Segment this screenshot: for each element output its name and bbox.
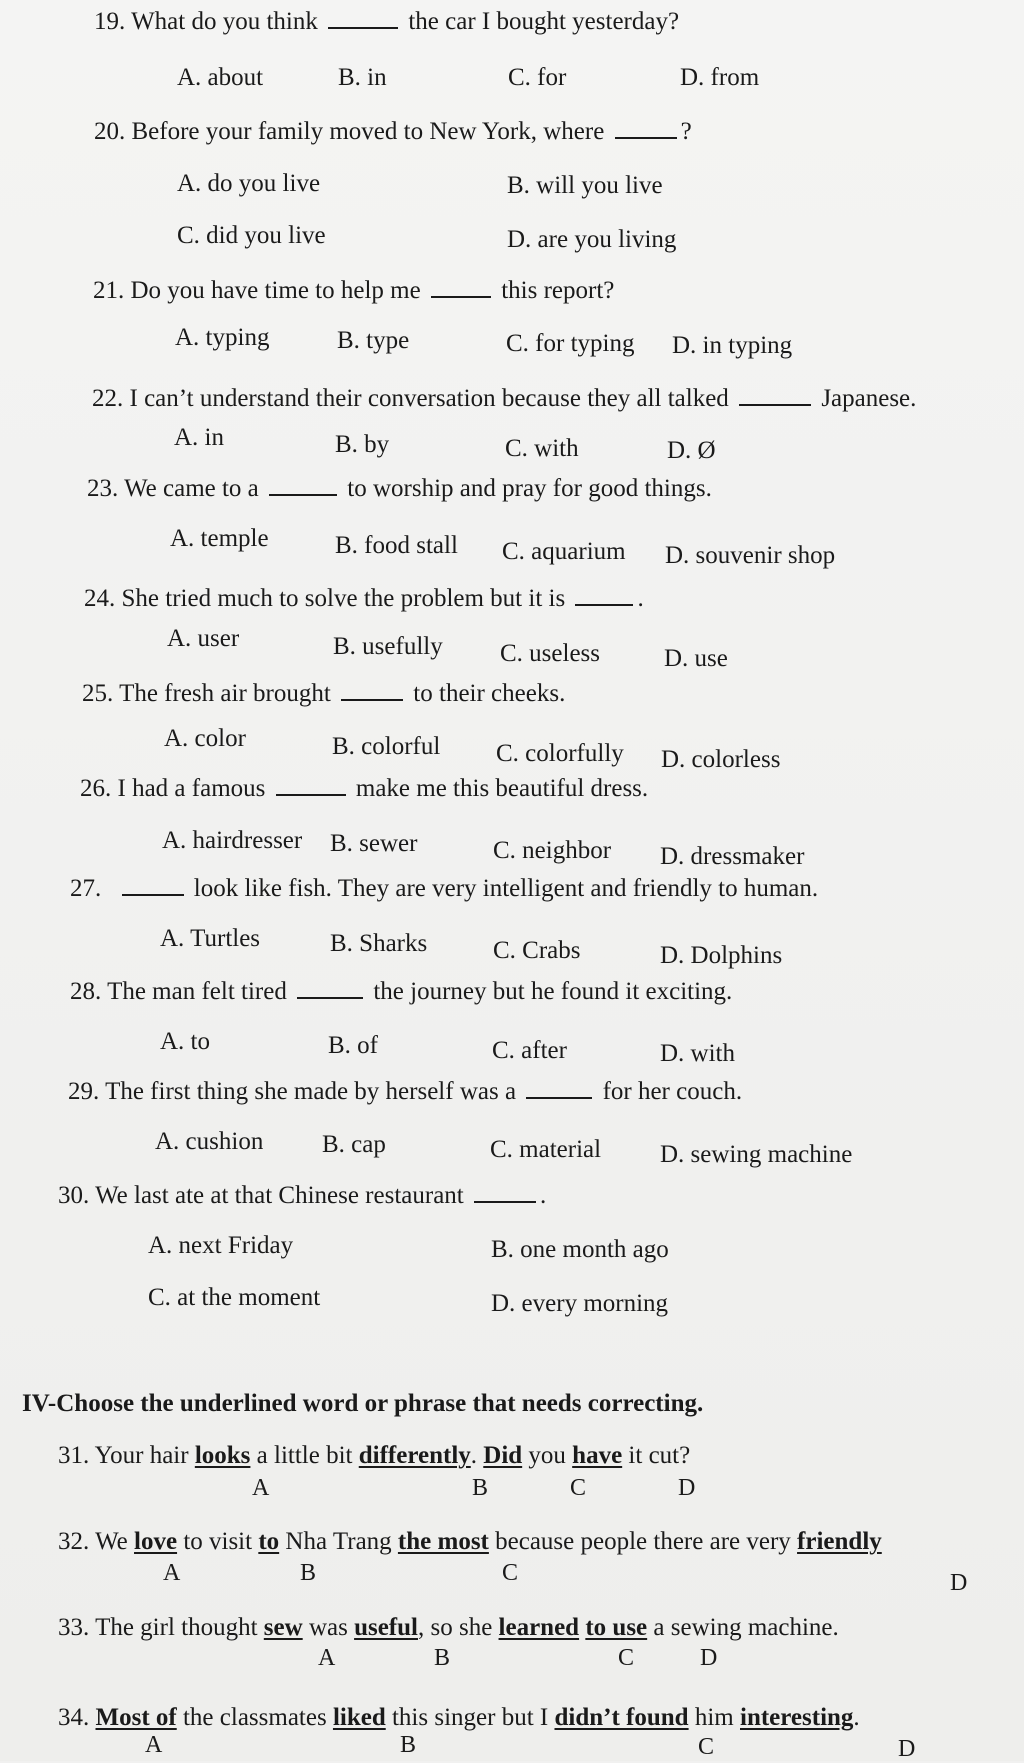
sentence-text: the classmates [182, 1704, 327, 1731]
sentence-text: him [694, 1704, 734, 1731]
question-number: 34. [58, 1704, 90, 1731]
sentence-text: a little bit [256, 1442, 353, 1469]
letter-d: D [678, 1475, 696, 1501]
question-text: The man felt tired [107, 978, 287, 1005]
option-c: C. for [508, 64, 567, 91]
answer-blank [575, 586, 633, 606]
question-number: 26. [80, 775, 112, 802]
question-22 [92, 385, 916, 413]
answer-blank [297, 979, 363, 999]
answer-blank [615, 119, 677, 139]
underlined-option-b: useful [354, 1614, 418, 1641]
letter-a: A [318, 1645, 336, 1671]
question-text: the journey but he found it exciting. [373, 978, 733, 1005]
question-text: Before your family moved to New York, where [131, 118, 605, 145]
question-28 [70, 978, 732, 1006]
underlined-option-a: looks [194, 1442, 251, 1469]
question-number: 24. [84, 585, 116, 612]
option-c: C. with [505, 435, 579, 462]
sentence-text: it cut? [628, 1442, 691, 1469]
option-b: B. colorful [332, 733, 441, 760]
question-text: What do you think [131, 8, 318, 35]
question-26 [80, 775, 648, 803]
question-27 [70, 875, 818, 903]
answer-blank [474, 1183, 536, 1203]
sentence-text: a sewing machine. [653, 1614, 839, 1641]
section-heading: IV-Choose the underlined word or phrase that needs correcting. [22, 1390, 704, 1417]
letter-c: C [618, 1645, 635, 1671]
underlined-option-d: to use [585, 1614, 648, 1641]
question-20 [94, 118, 692, 146]
answer-blank [269, 476, 337, 496]
answer-blank [431, 278, 491, 298]
option-c: C. useless [500, 640, 600, 667]
question-text: Japanese. [821, 385, 917, 412]
question-text: She tried much to solve the problem but it is [121, 585, 566, 612]
option-c: C. neighbor [493, 837, 612, 864]
question-text: for her couch. [602, 1078, 743, 1105]
letter-b: B [472, 1475, 489, 1501]
letter-c: C [502, 1560, 519, 1586]
option-b: B. by [335, 431, 390, 458]
letter-d: D [950, 1570, 968, 1596]
question-text: We last ate at that Chinese restaurant [95, 1182, 464, 1209]
answer-blank [328, 9, 398, 29]
question-text: this report? [501, 277, 615, 304]
question-text: to their cheeks. [413, 680, 566, 707]
option-c: C. colorfully [496, 740, 624, 767]
question-number: 25. [82, 680, 114, 707]
option-d: D. with [660, 1040, 735, 1067]
option-a: A. hairdresser [162, 827, 303, 854]
question-text: The fresh air brought [119, 680, 331, 707]
sentence-text: was [308, 1614, 348, 1641]
option-a: A. cushion [155, 1128, 264, 1155]
question-text: . [540, 1182, 547, 1209]
option-b: B. in [338, 64, 387, 91]
letter-b: B [300, 1560, 317, 1586]
underlined-option-d: friendly [797, 1528, 882, 1555]
sentence-text: The girl thought [95, 1614, 258, 1641]
question-33 [58, 1614, 839, 1642]
underlined-option-a: Most of [95, 1704, 177, 1731]
question-text: ? [680, 118, 692, 145]
option-d: D. Ø [667, 437, 716, 464]
question-21 [93, 277, 614, 305]
option-b: B. cap [322, 1131, 386, 1158]
answer-blank [739, 386, 811, 406]
sentence-text: , so she [417, 1614, 493, 1641]
option-b: B. of [328, 1032, 378, 1059]
answer-blank [122, 876, 184, 896]
option-d: D. souvenir shop [665, 542, 836, 569]
underlined-option-b: differently [358, 1442, 471, 1469]
option-c: C. at the moment [148, 1284, 321, 1311]
letter-c: C [698, 1734, 715, 1760]
question-number: 22. [92, 385, 124, 412]
underlined-option-c: the most [397, 1528, 489, 1555]
underlined-option-b: liked [332, 1704, 386, 1731]
question-number: 23. [87, 475, 119, 502]
option-d: D. colorless [661, 746, 781, 773]
option-d: D. are you living [507, 226, 677, 253]
question-text: the car I bought yesterday? [408, 8, 680, 35]
letter-d: D [700, 1645, 718, 1671]
sentence-text: to visit [183, 1528, 253, 1555]
option-d: D. Dolphins [660, 942, 783, 969]
option-d: D. dressmaker [660, 843, 805, 870]
question-19 [94, 8, 679, 36]
question-number: 27. [70, 875, 102, 902]
option-a: A. to [160, 1028, 210, 1055]
option-b: B. one month ago [491, 1236, 669, 1263]
letter-d: D [898, 1736, 916, 1762]
question-text: We came to a [124, 475, 259, 502]
option-d: D. every morning [491, 1290, 669, 1317]
option-d: D. sewing machine [660, 1141, 853, 1168]
question-number: 31. [58, 1442, 90, 1469]
question-30 [58, 1182, 546, 1210]
option-c: C. did you live [177, 222, 326, 249]
sentence-text: . [853, 1704, 860, 1731]
question-text: . [637, 585, 644, 612]
question-text: Do you have time to help me [130, 277, 421, 304]
question-text: The first thing she made by herself was a [105, 1078, 517, 1105]
sentence-text: Your hair [94, 1442, 189, 1469]
answer-blank [341, 681, 403, 701]
question-25 [82, 680, 565, 708]
sentence-text: this singer but I [391, 1704, 549, 1731]
question-31 [58, 1442, 690, 1470]
sentence-text: . [470, 1442, 478, 1469]
option-b: B. usefully [333, 633, 443, 660]
option-c: C. for typing [506, 330, 635, 357]
question-number: 28. [70, 978, 102, 1005]
question-text: I had a famous [117, 775, 266, 802]
sentence-text: Nha Trang [285, 1528, 392, 1555]
option-a: A. about [177, 64, 264, 91]
option-a: A. temple [170, 525, 269, 552]
option-a: A. color [164, 725, 246, 752]
question-text: look like fish. They are very intelligent and friendly to human. [193, 875, 819, 902]
underlined-option-d: interesting [740, 1704, 854, 1731]
question-number: 20. [94, 118, 126, 145]
option-b: B. food stall [335, 532, 458, 559]
question-number: 21. [93, 277, 125, 304]
option-a: A. do you live [177, 170, 321, 197]
answer-blank [526, 1079, 592, 1099]
letter-a: A [145, 1732, 163, 1758]
question-24 [84, 585, 644, 613]
question-34 [58, 1704, 860, 1732]
underlined-option-c: Did [483, 1442, 523, 1469]
question-text: I can’t understand their conversation because they all talked [129, 385, 729, 412]
option-a: A. user [167, 625, 240, 652]
underlined-option-a: love [134, 1528, 178, 1555]
sentence-text: We [95, 1528, 128, 1555]
letter-b: B [434, 1645, 451, 1671]
letter-a: A [163, 1560, 181, 1586]
question-number: 30. [58, 1182, 90, 1209]
option-a: A. in [174, 424, 224, 451]
underlined-option-b: to [258, 1528, 280, 1555]
answer-blank [276, 776, 346, 796]
letter-c: C [570, 1475, 587, 1501]
question-29 [68, 1078, 742, 1106]
option-b: B. type [337, 327, 410, 354]
option-c: C. after [492, 1037, 567, 1064]
underlined-option-c: learned [498, 1614, 580, 1641]
question-text: make me this beautiful dress. [355, 775, 649, 802]
option-a: A. Turtles [160, 925, 261, 952]
option-c: C. Crabs [493, 937, 581, 964]
option-b: B. Sharks [330, 930, 428, 957]
sentence-text: because people there are very [495, 1528, 791, 1555]
letter-b: B [400, 1732, 417, 1758]
option-a: A. typing [175, 324, 270, 351]
option-d: D. use [664, 645, 728, 672]
option-c: C. aquarium [502, 538, 626, 565]
option-d: D. in typing [672, 332, 793, 359]
question-32 [58, 1528, 882, 1556]
question-text: to worship and pray for good things. [347, 475, 712, 502]
underlined-option-d: have [572, 1442, 623, 1469]
option-c: C. material [490, 1136, 602, 1163]
question-number: 32. [58, 1528, 90, 1555]
underlined-option-a: sew [263, 1614, 303, 1641]
question-number: 19. [94, 8, 126, 35]
option-b: B. sewer [330, 830, 418, 857]
option-d: D. from [680, 64, 760, 91]
option-b: B. will you live [507, 172, 663, 199]
letter-a: A [252, 1475, 270, 1501]
question-number: 33. [58, 1614, 90, 1641]
question-23 [87, 475, 712, 503]
underlined-option-c: didn’t found [554, 1704, 689, 1731]
option-a: A. next Friday [148, 1232, 294, 1259]
sentence-text: you [528, 1442, 566, 1469]
question-number: 29. [68, 1078, 100, 1105]
